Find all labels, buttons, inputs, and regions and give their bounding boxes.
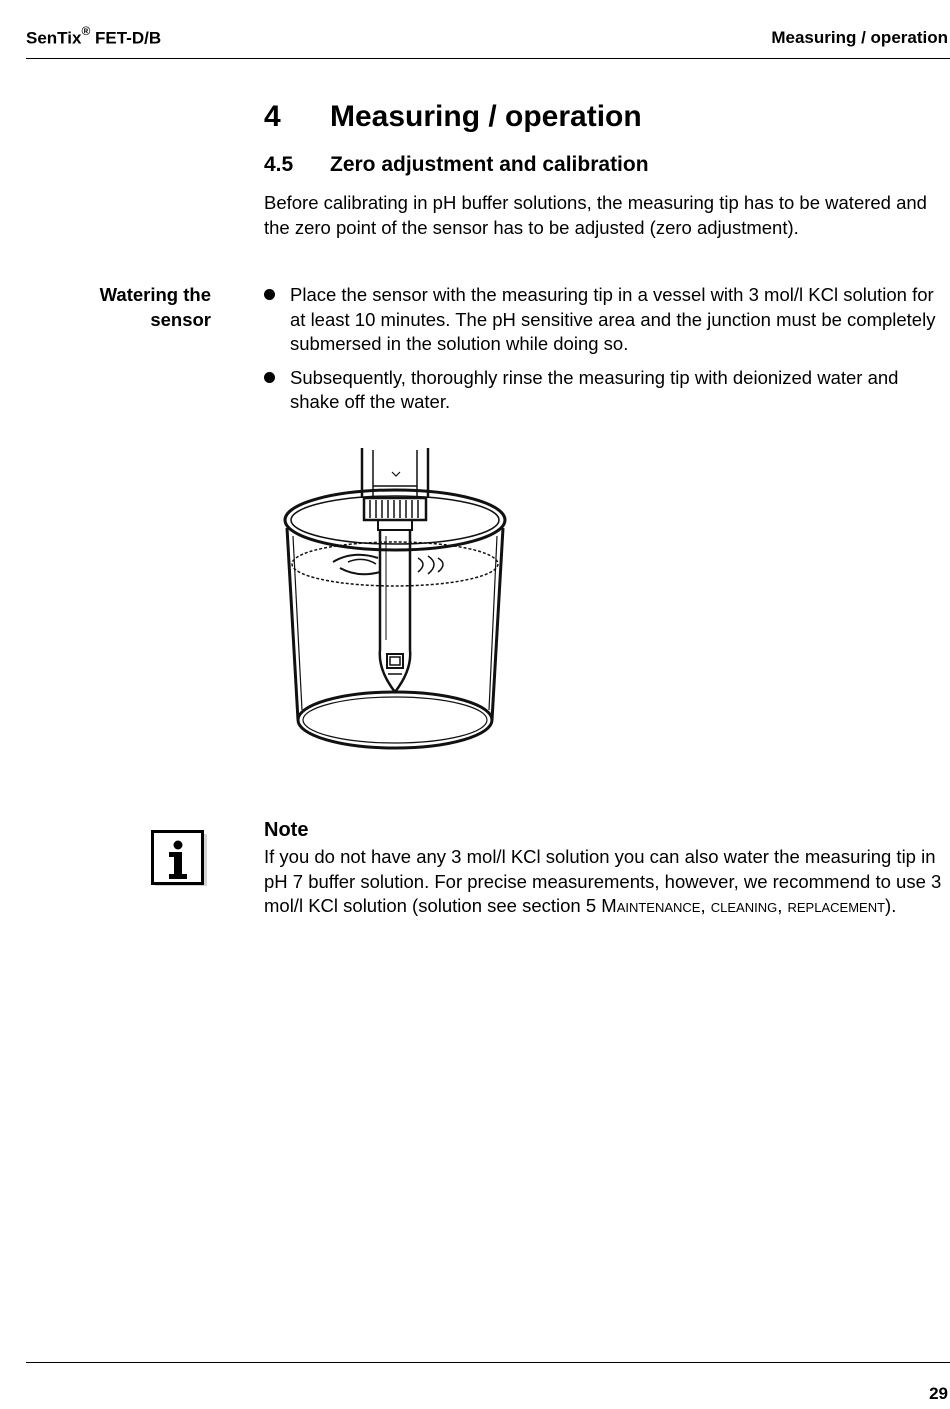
list-item (264, 283, 950, 357)
list-item-text: Subsequently, thoroughly rinse the measuring tip with deionized water and shake off the water. (290, 366, 899, 412)
list-item (264, 366, 950, 415)
sensor-in-beaker-illustration (278, 440, 512, 758)
chapter-title: Measuring / operation (330, 100, 642, 133)
bullet-icon (264, 289, 275, 300)
section-heading (264, 153, 649, 177)
list-item-text: Place the sensor with the measuring tip in a vessel with 3 mol/l KCl solution for at least 10 minutes. The pH sensitive area and the junction must be completely submersed in the solution while doing so. (290, 284, 936, 354)
note-heading: Note (264, 819, 309, 841)
chapter-number: 4 (264, 100, 281, 133)
margin-label-line-1: Watering the (99, 284, 211, 305)
registered-mark: ® (81, 24, 91, 38)
watering-margin-label (11, 283, 211, 332)
watering-steps-list (264, 283, 950, 424)
section-number: 4.5 (264, 153, 294, 176)
header-product-model: FET-D/B (90, 28, 162, 48)
header-divider (26, 58, 950, 59)
margin-label-line-2: sensor (150, 308, 211, 330)
footer-divider (26, 1362, 950, 1363)
page-number: 29 (929, 1384, 948, 1403)
note-text-main: If you do not have any 3 mol/l KCl solution you can also water the measuring tip in pH 7 buffer solution. For precise measurements, however, we recommend to use 3 mol/l KCl solution (solution see section 5 (264, 846, 942, 916)
header-product-name: SenTix (26, 28, 82, 48)
cross-reference: Maintenance, cleaning, replacement (601, 895, 886, 916)
header-section-title: Measuring / operation (771, 28, 948, 47)
info-icon (151, 830, 207, 886)
chapter-heading (264, 100, 642, 134)
bullet-icon (264, 372, 275, 383)
intro-paragraph: Before calibrating in pH buffer solutions, the measuring tip has to be watered and the zero point of the sensor has to be adjusted (zero adjustment). (264, 192, 927, 238)
header-product (26, 26, 161, 49)
note-paragraph (264, 845, 950, 919)
note-text-end: ). (885, 895, 897, 916)
section-title: Zero adjustment and calibration (330, 153, 649, 176)
